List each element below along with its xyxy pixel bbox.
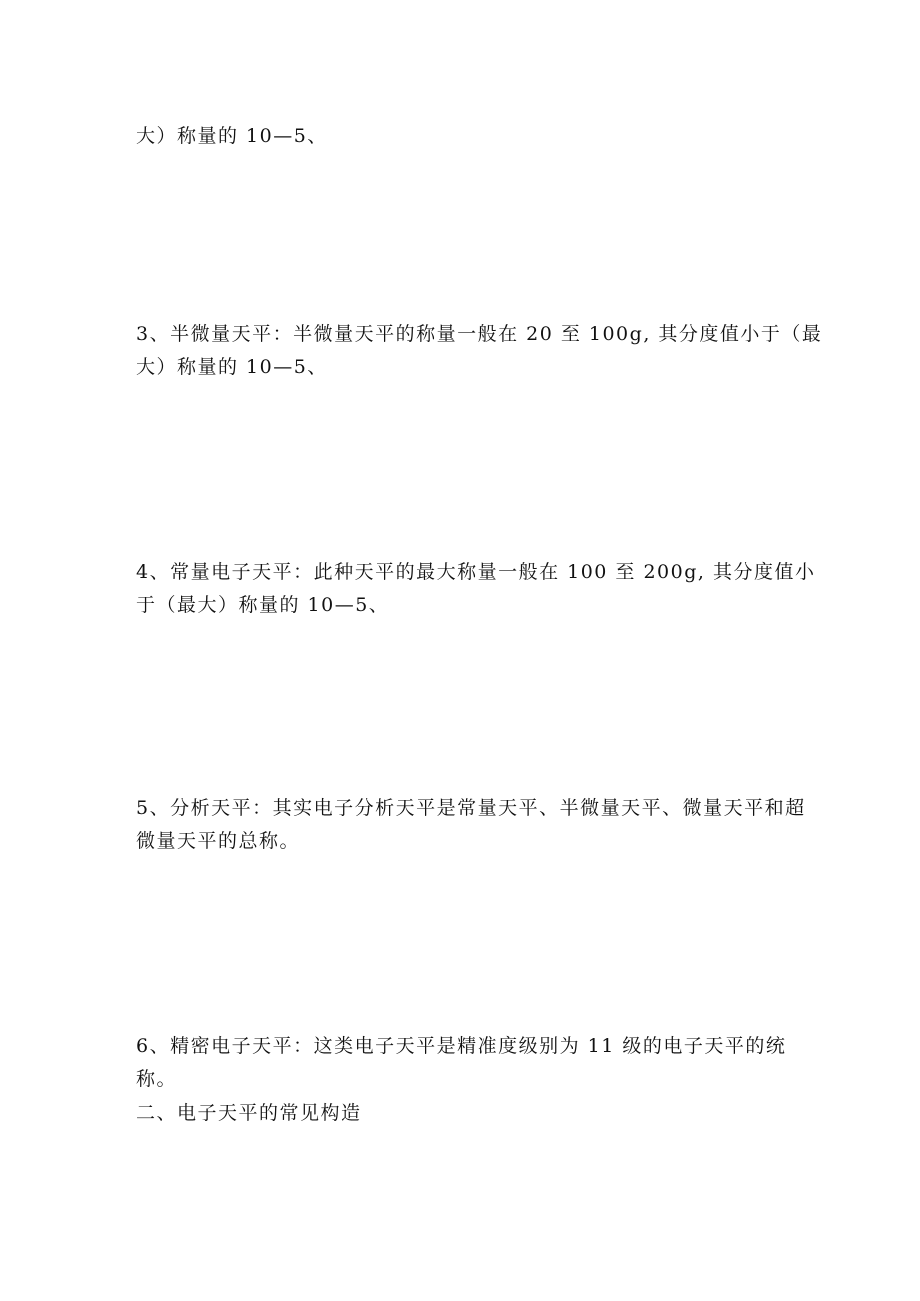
paragraph-semi-micro-balance xyxy=(136,318,823,384)
text-line: 3、半微量天平：半微量天平的称量一般在 20 至 100g, 其分度值小于（最 xyxy=(136,323,823,345)
text-line: 称。 xyxy=(136,1068,178,1090)
paragraph-precision-balance xyxy=(136,1030,796,1096)
text-line: 大）称量的 10—5、 xyxy=(136,125,328,147)
section-heading xyxy=(136,1097,796,1130)
text-line: 微量天平的总称。 xyxy=(136,830,301,852)
text-line: 于（最大）称量的 10—5、 xyxy=(136,594,390,616)
paragraph-standard-balance xyxy=(136,556,816,622)
paragraph-continuation xyxy=(136,120,796,153)
paragraph-analytical-balance xyxy=(136,792,806,858)
text-line: 大）称量的 10—5、 xyxy=(136,356,328,378)
text-line: 二、电子天平的常见构造 xyxy=(136,1102,362,1124)
text-line: 4、常量电子天平：此种天平的最大称量一般在 100 至 200g, 其分度值小 xyxy=(136,561,816,583)
text-line: 5、分析天平：其实电子分析天平是常量天平、半微量天平、微量天平和超 xyxy=(136,797,806,819)
text-line: 6、精密电子天平：这类电子天平是精准度级别为 11 级的电子天平的统 xyxy=(136,1035,787,1057)
